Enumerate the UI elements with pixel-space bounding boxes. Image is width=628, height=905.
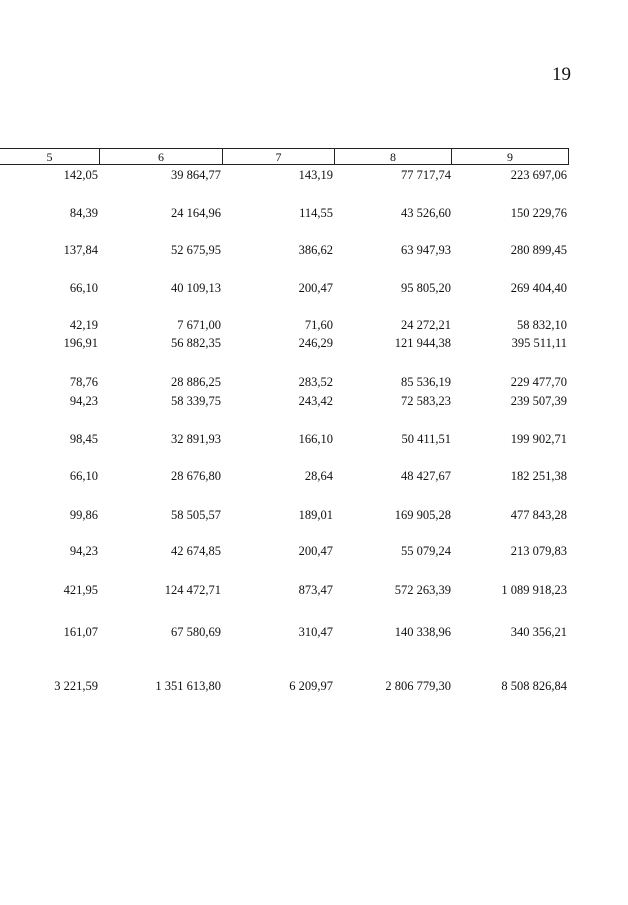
table-cell-col-8: 85 536,19 xyxy=(401,375,451,389)
table-cell-col-7: 246,29 xyxy=(298,336,333,350)
table-row xyxy=(0,242,569,258)
table-cell-col-9: 182 251,38 xyxy=(510,469,567,483)
table-cell-col-9: 269 404,40 xyxy=(510,281,567,295)
table-cell-col-5: 66,10 xyxy=(69,281,98,295)
table-row xyxy=(0,431,569,447)
table-cell-col-9: 8 508 826,84 xyxy=(501,679,567,693)
table-cell-col-7: 189,01 xyxy=(298,508,333,522)
table-cell-col-5: 84,39 xyxy=(69,206,98,220)
table-cell-col-5: 142,05 xyxy=(63,168,98,182)
table-cell-col-7: 200,47 xyxy=(298,281,333,295)
table-row xyxy=(0,167,569,183)
table-header xyxy=(0,148,569,165)
column-header-7: 7 xyxy=(223,148,335,165)
table-cell-col-5: 3 221,59 xyxy=(54,679,98,693)
table-row xyxy=(0,335,569,351)
table-cell-col-5: 42,19 xyxy=(69,318,98,332)
column-header-9: 9 xyxy=(452,148,569,165)
table-cell-col-6: 52 675,95 xyxy=(171,243,221,257)
table-cell-col-8: 55 079,24 xyxy=(401,544,451,558)
table-row xyxy=(0,280,569,296)
table-cell-col-9: 395 511,11 xyxy=(511,336,567,350)
table-cell-col-8: 95 805,20 xyxy=(401,281,451,295)
table-cell-col-5: 94,23 xyxy=(69,394,98,408)
table-cell-col-8: 572 263,39 xyxy=(394,583,451,597)
table-cell-col-6: 58 339,75 xyxy=(171,394,221,408)
table-cell-col-8: 63 947,93 xyxy=(401,243,451,257)
table-row xyxy=(0,317,569,333)
table-cell-col-7: 200,47 xyxy=(298,544,333,558)
table-cell-col-5: 161,07 xyxy=(63,625,98,639)
table-cell-col-9: 477 843,28 xyxy=(510,508,567,522)
table-cell-col-7: 114,55 xyxy=(299,206,333,220)
table-cell-col-7: 28,64 xyxy=(304,469,333,483)
table-row xyxy=(0,374,569,390)
table-cell-col-6: 28 676,80 xyxy=(171,469,221,483)
table-row xyxy=(0,543,569,559)
table-cell-col-8: 43 526,60 xyxy=(401,206,451,220)
column-header-6: 6 xyxy=(100,148,223,165)
table-cell-col-7: 310,47 xyxy=(298,625,333,639)
table-row xyxy=(0,468,569,484)
table-cell-col-9: 150 229,76 xyxy=(510,206,567,220)
table-cell-col-9: 229 477,70 xyxy=(510,375,567,389)
table-cell-col-6: 39 864,77 xyxy=(171,168,221,182)
table-cell-col-6: 124 472,71 xyxy=(164,583,221,597)
table-cell-col-8: 72 583,23 xyxy=(401,394,451,408)
table-cell-col-9: 340 356,21 xyxy=(510,625,567,639)
table-cell-col-7: 71,60 xyxy=(304,318,333,332)
table-cell-col-8: 77 717,74 xyxy=(401,168,451,182)
table-cell-col-8: 169 905,28 xyxy=(394,508,451,522)
table-cell-col-7: 243,42 xyxy=(298,394,333,408)
table-cell-col-7: 386,62 xyxy=(298,243,333,257)
table-cell-col-5: 196,91 xyxy=(63,336,98,350)
table-cell-col-5: 94,23 xyxy=(69,544,98,558)
table-cell-col-5: 137,84 xyxy=(63,243,98,257)
column-header-5: 5 xyxy=(0,148,100,165)
table-cell-col-6: 24 164,96 xyxy=(171,206,221,220)
table-cell-col-5: 66,10 xyxy=(69,469,98,483)
table-cell-col-6: 1 351 613,80 xyxy=(155,679,221,693)
table-cell-col-6: 58 505,57 xyxy=(171,508,221,522)
page-number: 19 xyxy=(552,64,571,85)
table-cell-col-7: 873,47 xyxy=(298,583,333,597)
table-cell-col-7: 143,19 xyxy=(298,168,333,182)
table-row xyxy=(0,393,569,409)
table-row xyxy=(0,507,569,523)
table-cell-col-6: 42 674,85 xyxy=(171,544,221,558)
table-cell-col-6: 40 109,13 xyxy=(171,281,221,295)
table-cell-col-8: 24 272,21 xyxy=(401,318,451,332)
table-cell-col-9: 213 079,83 xyxy=(510,544,567,558)
table-cell-col-7: 6 209,97 xyxy=(289,679,333,693)
table-cell-col-6: 7 671,00 xyxy=(177,318,221,332)
table-row xyxy=(0,205,569,221)
table-cell-col-5: 421,95 xyxy=(63,583,98,597)
table-cell-col-5: 98,45 xyxy=(69,432,98,446)
table-cell-col-8: 50 411,51 xyxy=(401,432,451,446)
table-cell-col-9: 58 832,10 xyxy=(517,318,567,332)
table-cell-col-6: 28 886,25 xyxy=(171,375,221,389)
table-cell-col-8: 121 944,38 xyxy=(394,336,451,350)
table-cell-col-8: 48 427,67 xyxy=(401,469,451,483)
table-cell-col-6: 32 891,93 xyxy=(171,432,221,446)
table-cell-col-6: 67 580,69 xyxy=(171,625,221,639)
table-cell-col-5: 78,76 xyxy=(69,375,98,389)
table-cell-col-9: 280 899,45 xyxy=(510,243,567,257)
table-cell-col-9: 199 902,71 xyxy=(510,432,567,446)
table-cell-col-6: 56 882,35 xyxy=(171,336,221,350)
table-cell-col-9: 223 697,06 xyxy=(510,168,567,182)
table-cell-col-9: 1 089 918,23 xyxy=(501,583,567,597)
table-cell-col-7: 283,52 xyxy=(298,375,333,389)
column-header-8: 8 xyxy=(335,148,452,165)
table-total-row xyxy=(0,678,569,694)
table-cell-col-9: 239 507,39 xyxy=(510,394,567,408)
table-row xyxy=(0,624,569,640)
table-cell-col-7: 166,10 xyxy=(298,432,333,446)
table-cell-col-8: 2 806 779,30 xyxy=(385,679,451,693)
table-row xyxy=(0,582,569,598)
table-cell-col-5: 99,86 xyxy=(69,508,98,522)
table-cell-col-8: 140 338,96 xyxy=(394,625,451,639)
